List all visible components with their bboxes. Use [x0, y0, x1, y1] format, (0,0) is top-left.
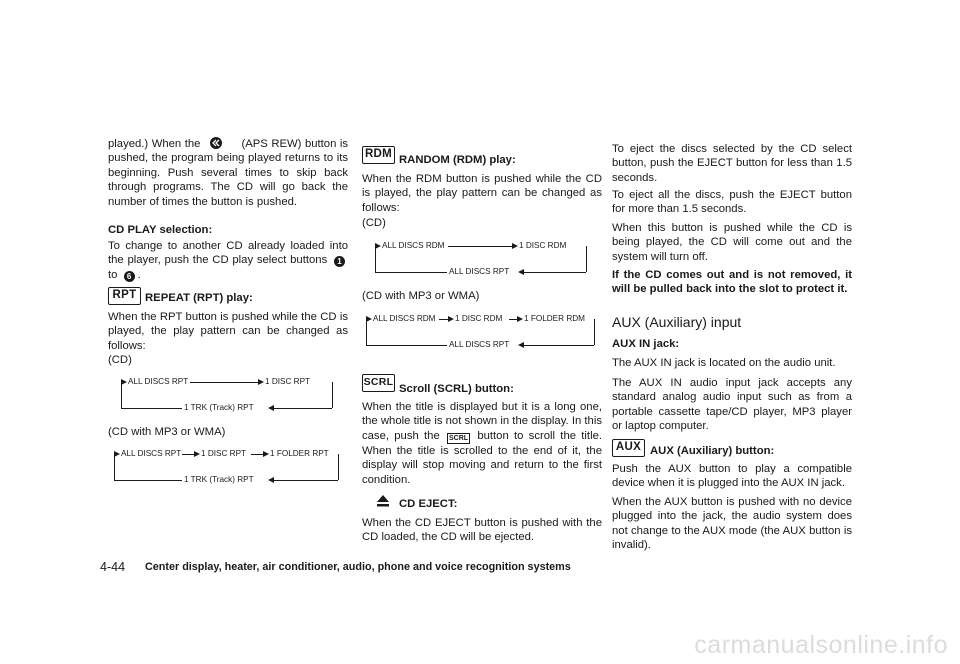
scrl-text-a: When the title is displayed but it is a long one, the whole title is not shown in the display. In this case, push the	[362, 401, 602, 442]
arrow-head	[263, 451, 269, 457]
arrow-head	[194, 451, 200, 457]
scrl-text-b: button to scroll the title. When the title is scrolled to the end of it, the display will stop moving and return to the first condition.	[362, 429, 602, 486]
arrow-line	[274, 408, 332, 409]
diag-label-all-discs-rpt: ALL DISCS RPT	[449, 340, 510, 349]
mp3-label: (CD with MP3 or WMA)	[362, 290, 480, 302]
arrow-line	[274, 480, 338, 481]
scrl-button-icon: SCRL	[362, 374, 395, 392]
arrow-line	[190, 382, 258, 383]
arrow-line	[524, 272, 586, 273]
diag-label-1-disc-rdm: 1 DISC RDM	[519, 241, 567, 250]
arrow-line	[524, 345, 594, 346]
loop-line	[366, 319, 367, 345]
rdm-button-icon: RDM	[362, 146, 395, 164]
aux-button-heading: AUX (Auxiliary) button:	[650, 445, 775, 457]
loop-line	[121, 382, 122, 408]
aux-invalid-paragraph: When the AUX button is pushed with no device plugged into the jack, the audio system does not change to the AUX mode (the AUX button is invalid).	[612, 496, 852, 552]
loop-line	[594, 319, 595, 345]
loop-line	[338, 454, 339, 480]
rpt-heading: REPEAT (RPT) play:	[145, 292, 253, 304]
aux-jack-paragraph: The AUX IN jack is located on the audio unit.	[612, 357, 836, 369]
eject-paragraph: When the CD EJECT button is pushed with the CD loaded, the CD will be ejected.	[362, 517, 602, 544]
arrow-head	[448, 316, 454, 322]
diag-label-1-folder-rpt: 1 FOLDER RPT	[270, 449, 329, 458]
eject-playing-paragraph: When this button is pushed while the CD is being played, the CD will come out and the system will turn off.	[612, 222, 852, 263]
diag-label-1-trk-rpt: 1 TRK (Track) RPT	[184, 403, 254, 412]
rdm-paragraph: When the RDM button is pushed while the CD is played, the play pattern can be changed as follows:	[362, 173, 602, 214]
arrow-line	[509, 319, 517, 320]
loop-line	[332, 382, 333, 408]
mp3-label: (CD with MP3 or WMA)	[108, 426, 226, 438]
cd-play-text: To change to another CD already loaded into the player, push the CD play select buttons	[108, 240, 348, 267]
arrow-line	[366, 345, 447, 346]
cd-label: (CD)	[108, 354, 132, 366]
intro-text-b: (APS REW) button is pushed, the program being played returns to its beginning. Push several times to skip back through programs. The CD will go back the number of times the button is pushed.	[108, 138, 349, 208]
cd-play-paragraph	[108, 239, 348, 282]
arrow-head	[517, 316, 523, 322]
diag-label-all-discs-rpt: ALL DISCS RPT	[449, 267, 510, 276]
rpt-paragraph: When the RPT button is pushed while the CD is played, the play pattern can be changed as follows:	[108, 311, 348, 352]
diag-label-all-discs-rpt: ALL DISCS RPT	[121, 449, 182, 458]
aux-section-title: AUX (Auxiliary) input	[612, 314, 742, 330]
rpt-cd-diagram	[108, 376, 348, 414]
arrow-head	[512, 243, 518, 249]
cd-button-1-icon: 1	[334, 256, 345, 267]
aux-button-paragraph: Push the AUX button to play a compatible device when it is plugged into the AUX IN jack.	[612, 463, 852, 490]
aux-jack-heading: AUX IN jack:	[612, 338, 680, 350]
cd-play-to: to	[108, 268, 118, 281]
diag-label-1-disc-rpt: 1 DISC RPT	[201, 449, 247, 458]
eject-icon	[370, 491, 396, 511]
arrow-line	[375, 272, 447, 273]
cd-play-heading: CD PLAY selection:	[108, 224, 213, 236]
rdm-cd-diagram	[362, 240, 602, 278]
watermark: carmanualsonline.info	[694, 631, 948, 659]
cd-button-6-icon: 6	[124, 271, 135, 282]
eject-heading: CD EJECT:	[399, 498, 458, 510]
footer-title: Center display, heater, air conditioner, audio, phone and voice recognition systems	[145, 561, 571, 573]
loop-line	[375, 246, 376, 272]
scrl-paragraph	[362, 400, 602, 487]
eject-less-paragraph: To eject the discs selected by the CD select button, push the EJECT button for less than 1.5 seconds.	[612, 143, 852, 184]
diag-label-1-disc-rdm: 1 DISC RDM	[455, 314, 503, 323]
loop-line	[586, 246, 587, 272]
arrow-line	[114, 480, 182, 481]
arrow-line	[439, 319, 448, 320]
arrow-line	[121, 408, 182, 409]
arrow-line	[251, 454, 263, 455]
diag-label-1-folder-rdm: 1 FOLDER RDM	[524, 314, 585, 323]
diag-label-1-trk-rpt: 1 TRK (Track) RPT	[184, 475, 254, 484]
diag-label-all-discs-rdm: ALL DISCS RDM	[373, 314, 436, 323]
rdm-heading: RANDOM (RDM) play:	[399, 154, 516, 166]
rpt-mp3-diagram	[108, 448, 348, 486]
intro-text-a: played.) When the	[108, 138, 201, 150]
loop-line	[114, 454, 115, 480]
diag-label-1-disc-rpt: 1 DISC RPT	[265, 377, 311, 386]
aux-input-paragraph: The AUX IN audio input jack accepts any standard analog audio input such as from a portable cassette tape/CD player, MP3 player or laptop computer.	[612, 377, 852, 433]
arrow-line	[182, 454, 194, 455]
diag-label-all-discs-rpt: ALL DISCS RPT	[128, 377, 189, 386]
arrow-head	[258, 379, 264, 385]
aux-button-icon: AUX	[612, 439, 645, 457]
arrow-line	[448, 246, 512, 247]
scrl-heading: Scroll (SCRL) button:	[399, 383, 514, 395]
cd-play-end: .	[137, 268, 141, 281]
scrl-inline-icon: SCRL	[449, 434, 469, 442]
page-number: 4-44	[100, 560, 126, 574]
eject-all-paragraph: To eject all the discs, push the EJECT button for more than 1.5 seconds.	[612, 189, 852, 216]
diag-label-all-discs-rdm: ALL DISCS RDM	[382, 241, 445, 250]
warning-paragraph: If the CD comes out and is not removed, it will be pulled back into the slot to protect it.	[612, 269, 852, 296]
rdm-mp3-diagram	[362, 313, 602, 351]
cd-label: (CD)	[362, 217, 386, 229]
rpt-button-icon: RPT	[108, 287, 141, 305]
aps-rew-paragraph	[108, 137, 348, 209]
aps-rew-icon	[210, 137, 222, 149]
